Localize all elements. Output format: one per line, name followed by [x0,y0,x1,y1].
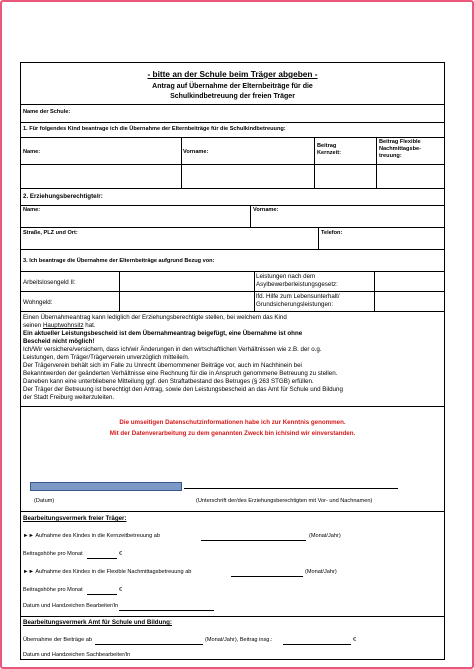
divider [21,227,444,228]
form-sheet [20,62,445,660]
date-caption: (Datum) [34,498,55,504]
info-text: Ich/Wir versichere/versichern, dass ich/wir Änderungen in den wirtschaftlichen Verhältnissen wie z.B. der o.g. [23,346,322,353]
phone-field[interactable] [319,237,443,248]
kernzeit-field[interactable] [315,165,375,187]
divider [21,249,444,250]
phone-label: Telefon: [321,230,343,236]
alg-label: Arbeitslosengeld II: [23,279,76,286]
info-text: Ein aktueller Leistungsbescheid ist dem Übernahmeantrag beigefügt, eine Übernahme ist ohne [23,330,303,337]
divider [21,406,444,407]
vermerk-row: € [119,587,123,593]
address-field[interactable] [22,237,317,248]
signature-line [184,488,398,489]
guardian-name-field[interactable] [22,214,249,226]
vermerk-row: € [119,551,123,557]
divider [21,205,444,206]
info-text: Der Träger der Betreuung ist berechtigt den Antrag, sowie den Leistungsbescheid an das Amt für Schule und Bildung [23,386,343,393]
divider [21,188,444,189]
info-text: Der Trägerverein behält sich im Falle zu Unrecht übernommener Beiträge vor, auch im Nachhinein bei [23,362,302,369]
vermerk-row: ►► Aufnahme des Kindes in die Flexible Nachmittagsbetreuung ab [23,569,192,575]
school-name-label: Name der Schule: [23,109,71,115]
hilfe-label: Grundsicherungsleistungen: [256,301,334,308]
fill-line[interactable] [87,594,117,595]
info-text: der Stadt Freiburg weiterzuleiten. [23,394,115,401]
fill-line[interactable] [201,540,306,541]
divider [21,616,444,617]
guardian-vorname-label: Vorname: [253,207,279,213]
form-title: Antrag auf Übernahme der Elternbeiträge für die [152,83,313,90]
date-field[interactable] [30,482,182,491]
alg-field[interactable] [120,272,253,290]
info-text: Bescheid nicht möglich! [23,338,95,345]
info-text: Bekanntwerden der geänderten Verhältnisse eine Rechnung für die in Anspruch genommene Betreuung zu stellen. [23,370,338,377]
flex-label: treuung: [379,153,402,159]
form-subtitle: Schulkindbetreuung der freien Träger [170,93,295,100]
kernzeit-label: Beitrag [317,143,337,149]
child-name-label: Name: [23,149,41,155]
divider [21,311,444,312]
wohngeld-label: Wohngeld: [23,299,53,306]
divider [21,511,444,512]
vermerk-row: (Monat/Jahr) [309,533,341,539]
asyl-label: Leistungen nach dem [256,273,316,280]
vermerk-row: Datum und Handzeichen Bearbeiter/In [23,603,119,609]
vermerk-traeger-title: Bearbeitungsvermerk freier Träger: [23,515,127,522]
school-name-field[interactable] [83,105,443,122]
vermerk-row: Beitragshöhe pro Monat [23,587,83,593]
signature-caption: (Unterschrift der/des Erziehungsberechtigten mit Vor- und Nachnamen) [196,498,373,504]
form-instruction: - bitte an der Schule beim Träger abgeben - [147,69,318,79]
fill-line[interactable] [283,644,351,645]
section2-title: 2. Erziehungsberechtigte/r: [23,193,103,200]
flex-label: Beitrag Flexible [379,139,421,145]
asyl-label: Asylbewerberleistungsgesetz: [256,281,338,288]
section3-title: 3. Ich beantrage die Übernahme der Elternbeiträge aufgrund Bezug von: [23,258,215,264]
vermerk-row: Übernahme der Beiträge ab [23,637,93,643]
privacy-consent: Mit der Datenverarbeitung zu dem genannten Zweck bin ich/sind wir einverstanden. [109,430,356,437]
address-label: Straße, PLZ und Ort: [23,230,78,236]
flex-label: Nachmittagsbe- [379,146,421,152]
vermerk-row: ►► Aufnahme des Kindes in die Kernzeitbetreuung ab [23,533,161,539]
fill-line[interactable] [137,659,217,660]
vermerk-row: Datum und Handzeichen Sachbearbeiter/In [23,652,131,658]
info-text: Einen Übernahmeantrag kann lediglich der Erziehungsberechtigte stellen, bei welchem das Kind [23,314,287,321]
guardian-name-label: Name: [23,207,41,213]
guardian-vorname-field[interactable] [251,214,443,226]
section1-title: 1. Für folgendes Kind beantrage ich die Übernahme der Elternbeiträge für die Schulkindbetreuung: [23,126,286,132]
info-text: Daneben kann eine unterbliebene Mitteilung ggf. den Straftatbestand des Betruges (§ 263 STGB) erfüllen. [23,378,314,385]
flex-field[interactable] [377,165,443,187]
fill-line[interactable] [119,610,214,611]
child-name-field[interactable] [22,165,180,187]
signature-field[interactable] [184,474,398,488]
info-text: seinen Hauptwohnsitz hat. [23,322,96,329]
fill-line[interactable] [87,558,117,559]
vermerk-amt-title: Bearbeitungsvermerk Amt für Schule und Bildung: [23,619,172,626]
fill-line[interactable] [95,644,203,645]
vermerk-row: Beitragshöhe pro Monat [23,551,83,557]
vermerk-row: (Monat/Jahr) [305,569,337,575]
kernzeit-label: Kernzeit: [317,150,341,156]
wohngeld-field[interactable] [120,292,253,310]
divider [21,122,444,123]
asyl-field[interactable] [375,272,443,290]
vermerk-row: (Monat/Jahr), Beitrag insg.: [205,637,273,643]
child-vorname-label: Vorname: [183,149,209,155]
divider [21,137,444,138]
child-vorname-field[interactable] [182,165,313,187]
hilfe-label: lfd. Hilfe zum Lebensunterhalt/ [256,293,340,300]
hilfe-field[interactable] [375,292,443,310]
info-text: Leistungen, dem Träger/Trägerverein unverzüglich mitteile/n. [23,354,190,361]
vermerk-row: € [353,637,357,643]
privacy-notice: Die umseitigen Datenschutzinformationen habe ich zur Kenntnis genommen. [119,419,346,426]
fill-line[interactable] [231,576,303,577]
